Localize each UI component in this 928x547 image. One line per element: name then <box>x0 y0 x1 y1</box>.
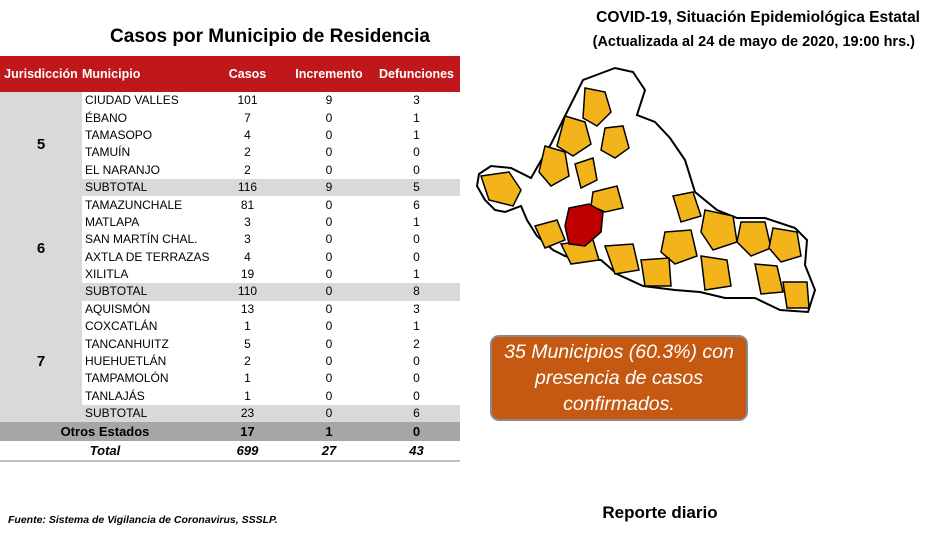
defunciones-cell: 0 <box>413 371 420 386</box>
incremento-cell: 0 <box>325 127 333 142</box>
defunciones-cell: 0 <box>413 354 420 369</box>
incremento-cell: 0 <box>325 336 333 351</box>
callout-box <box>490 335 748 421</box>
defunciones-cell: 1 <box>413 319 420 334</box>
incremento-cell: 9 <box>325 93 333 108</box>
header-incremento: Incremento <box>285 56 373 92</box>
casos-cell: 101 <box>237 93 258 108</box>
defunciones-cell: 1 <box>413 214 420 229</box>
municipio-cell: EL NARANJO <box>85 162 160 177</box>
total-label: Total <box>0 441 210 461</box>
casos-cell: 1 <box>244 319 251 334</box>
municipio-cell: TAMPAMOLÓN <box>85 371 169 386</box>
municipio-cell: TANCANHUITZ <box>85 336 169 351</box>
table-row <box>0 196 460 213</box>
municipio-cell: MATLAPA <box>85 214 140 229</box>
casos-cell: 5 <box>244 336 251 351</box>
subtotal-label: SUBTOTAL <box>82 179 210 196</box>
casos-cell: 1 <box>244 388 251 403</box>
table-row <box>0 301 460 318</box>
subtotal-incremento: 0 <box>285 283 373 300</box>
defunciones-cell: 6 <box>413 197 420 212</box>
subtotal-label: SUBTOTAL <box>82 283 210 300</box>
subtotal-label: SUBTOTAL <box>82 405 210 422</box>
jurisdiction-cell: 6 <box>0 196 82 300</box>
otros-casos: 17 <box>210 422 285 441</box>
municipio-cell: AXTLA DE TERRAZAS <box>85 249 210 264</box>
otros-incremento: 1 <box>285 422 373 441</box>
table-row <box>0 92 460 109</box>
casos-cell: 2 <box>244 354 251 369</box>
map-region <box>641 258 671 286</box>
casos-cell: 1 <box>244 371 251 386</box>
map-region <box>605 244 639 274</box>
incremento-cell: 0 <box>325 197 333 212</box>
header-defunciones: Defunciones <box>373 56 460 92</box>
defunciones-cell: 0 <box>413 388 420 403</box>
incremento-cell: 0 <box>325 301 333 316</box>
defunciones-cell: 1 <box>413 110 420 125</box>
table-header-row <box>0 56 460 92</box>
municipio-cell: TAMAZUNCHALE <box>85 197 183 212</box>
total-casos: 699 <box>210 441 285 461</box>
incremento-cell: 0 <box>325 162 333 177</box>
total-defunciones: 43 <box>373 441 460 461</box>
incremento-cell: 0 <box>325 145 333 160</box>
municipio-cell: CIUDAD VALLES <box>85 93 179 108</box>
incremento-cell: 0 <box>325 232 333 247</box>
casos-cell: 13 <box>240 301 255 316</box>
defunciones-cell: 1 <box>413 267 420 282</box>
jurisdiction-cell: 5 <box>0 92 82 196</box>
otros-estados-row <box>0 422 460 441</box>
casos-cell: 4 <box>244 249 251 264</box>
municipio-cell: TAMASOPO <box>85 127 153 142</box>
table-body <box>0 92 460 461</box>
municipio-cell: AQUISMÓN <box>85 301 151 316</box>
map-region <box>701 256 731 290</box>
subtotal-casos: 110 <box>210 283 285 300</box>
otros-estados-label: Otros Estados <box>0 422 210 441</box>
defunciones-cell: 0 <box>413 232 420 247</box>
report-label: Reporte diario <box>602 503 718 522</box>
subtotal-defunciones: 8 <box>373 283 460 300</box>
map-region <box>783 282 809 308</box>
incremento-cell: 0 <box>325 267 333 282</box>
header-municipio: Municipio <box>82 56 210 92</box>
casos-cell: 3 <box>244 232 251 247</box>
cases-table <box>0 56 460 462</box>
defunciones-cell: 0 <box>413 145 420 160</box>
header-casos: Casos <box>210 56 285 92</box>
table-title: Casos por Municipio de Residencia <box>110 26 430 47</box>
incremento-cell: 0 <box>325 214 333 229</box>
subtotal-casos: 116 <box>210 179 285 196</box>
source-note: Fuente: Sistema de Vigilancia de Coronavirus, SSSLP. <box>8 514 278 526</box>
subtotal-defunciones: 6 <box>373 405 460 422</box>
subtotal-casos: 23 <box>210 405 285 422</box>
header-jurisdiccion: Jurisdicción <box>0 56 82 92</box>
municipio-cell: TANLAJÁS <box>85 388 145 403</box>
otros-defunciones: 0 <box>373 422 460 441</box>
subtotal-incremento: 0 <box>285 405 373 422</box>
municipio-cell: HUEHUETLÁN <box>85 354 167 369</box>
report-subtitle: (Actualizada al 24 de mayo de 2020, 19:00 hrs.) <box>592 34 915 50</box>
incremento-cell: 0 <box>325 110 333 125</box>
casos-cell: 3 <box>244 214 251 229</box>
defunciones-cell: 1 <box>413 127 420 142</box>
report-title: COVID-19, Situación Epidemiológica Estatal <box>596 9 920 26</box>
casos-cell: 81 <box>240 197 255 212</box>
incremento-cell: 0 <box>325 388 333 403</box>
state-map <box>465 60 837 322</box>
defunciones-cell: 3 <box>413 93 420 108</box>
casos-cell: 2 <box>244 145 251 160</box>
incremento-cell: 0 <box>325 249 333 264</box>
municipio-cell: SAN MARTÍN CHAL. <box>85 232 198 247</box>
defunciones-cell: 0 <box>413 162 420 177</box>
jurisdiction-cell: 7 <box>0 301 82 423</box>
municipio-cell: XILITLA <box>85 267 129 282</box>
incremento-cell: 0 <box>325 354 333 369</box>
defunciones-cell: 0 <box>413 249 420 264</box>
municipio-cell: ÉBANO <box>85 110 128 125</box>
callout-text: 35 Municipios (60.3%) con presencia de casos confirmados. <box>504 341 734 415</box>
defunciones-cell: 3 <box>413 301 420 316</box>
incremento-cell: 0 <box>325 319 333 334</box>
total-incremento: 27 <box>285 441 373 461</box>
defunciones-cell: 2 <box>413 336 420 351</box>
municipio-cell: COXCATLÁN <box>85 319 158 334</box>
total-row <box>0 441 460 461</box>
casos-cell: 19 <box>240 267 255 282</box>
subtotal-incremento: 9 <box>285 179 373 196</box>
municipio-cell: TAMUÍN <box>85 145 131 160</box>
casos-cell: 7 <box>244 110 251 125</box>
subtotal-defunciones: 5 <box>373 179 460 196</box>
casos-cell: 2 <box>244 162 251 177</box>
casos-cell: 4 <box>244 127 251 142</box>
incremento-cell: 0 <box>325 371 333 386</box>
